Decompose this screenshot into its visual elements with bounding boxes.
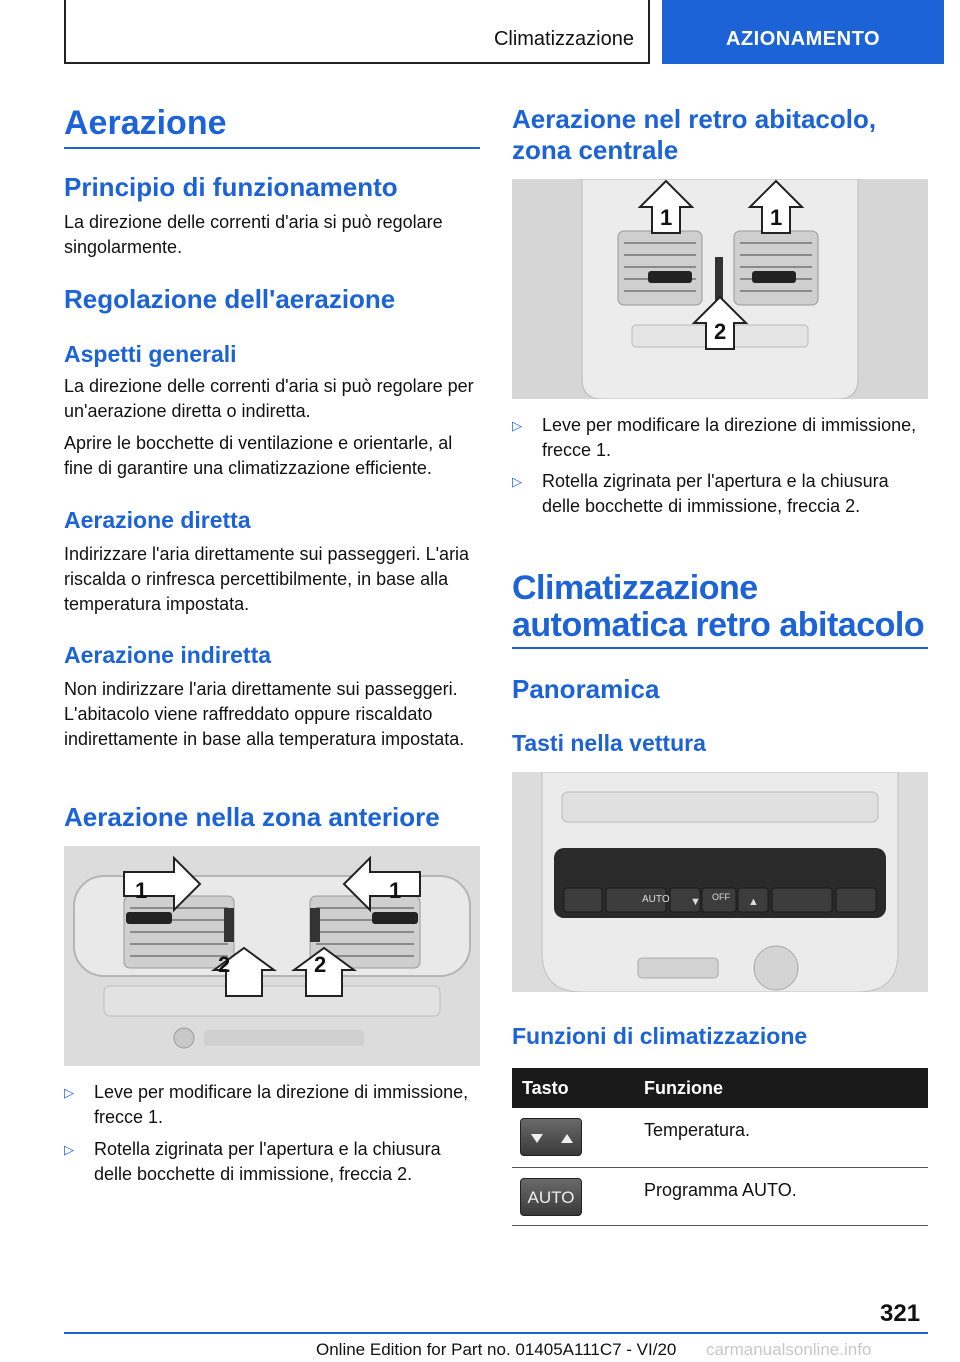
left-bullet-1: ▷ Leve per modificare la direzione di immissione, frecce 1. <box>64 1082 469 1127</box>
rear-vents-photo <box>512 179 928 399</box>
panel-auto-label: AUTO <box>642 894 670 905</box>
heading-indirect: Aerazione indiretta <box>64 642 272 668</box>
heading-rear-center: Aerazione nel retro abitacolo, zona centrale <box>512 104 877 165</box>
bullet-triangle-icon: ▷ <box>64 1142 74 1157</box>
left-bullet-2: ▷ Rotella zigrinata per l'apertura e la chiusura delle bocchette di immissione, freccia 2. <box>64 1139 441 1184</box>
heading-direct: Aerazione diretta <box>64 507 251 533</box>
heading-functions: Funzioni di climatizzazione <box>512 1023 808 1049</box>
para-indirect: Non indirizzare l'aria direttamente sui passeggeri. L'abitacolo viene raffreddato oppure riscaldato indirettamente in base alla temperatura impostata. <box>64 679 465 749</box>
title-auto-rule <box>512 647 928 649</box>
arrows-down-up-icon <box>521 1119 583 1157</box>
right-bullet-1: ▷ Leve per modificare la direzione di immissione, frecce 1. <box>512 415 917 460</box>
col-key-header: Tasto <box>522 1078 569 1098</box>
heading-general: Aspetti generali <box>64 341 237 367</box>
footer-rule <box>64 1332 928 1334</box>
bullet-triangle-icon: ▷ <box>512 474 522 489</box>
functions-table-header <box>512 1068 928 1108</box>
header-chapter-box <box>662 0 944 64</box>
function-temperature: Temperatura. <box>644 1120 751 1140</box>
para-general-2: Aprire le bocchette di ventilazione e orientarle, al fine di garantire una climatizzazione efficiente. <box>64 433 453 478</box>
footer-watermark: carmanualsonline.info <box>706 1340 872 1359</box>
para-general-1: La direzione delle correnti d'aria si può regolare per un'aerazione diretta o indiretta. <box>64 376 474 421</box>
heading-adjust: Regolazione dell'aerazione <box>64 284 396 314</box>
title-aerazione: Aerazione <box>64 104 227 142</box>
front-label-1b: 1 <box>389 878 402 903</box>
page-number: 321 <box>880 1300 921 1327</box>
auto-key-label: AUTO <box>527 1188 575 1207</box>
rear-label-2: 2 <box>714 319 727 344</box>
bullet-triangle-icon: ▷ <box>512 418 522 433</box>
table-row <box>512 1108 928 1168</box>
svg-text:▲: ▲ <box>748 896 759 908</box>
header-section-title: Climatizzazione <box>493 28 634 50</box>
svg-text:▼: ▼ <box>690 896 701 908</box>
front-label-1a: 1 <box>135 878 148 903</box>
auto-key <box>520 1178 582 1216</box>
rear-label-1a: 1 <box>660 205 673 230</box>
para-principle: La direzione delle correnti d'aria si può regolare singolarmente. <box>64 212 443 257</box>
control-panel-photo <box>512 772 928 992</box>
para-direct: Indirizzare l'aria direttamente sui passeggeri. L'aria riscalda o rinfresca percettibilmente, in base alla temperatura impostata. <box>64 544 470 614</box>
header-section-box <box>64 0 650 64</box>
front-vents-illustration <box>64 846 480 1066</box>
header-chapter-title: AZIONAMENTO <box>725 28 880 50</box>
bullet-triangle-icon: ▷ <box>64 1085 74 1100</box>
rear-label-1b: 1 <box>770 205 783 230</box>
heading-front: Aerazione nella zona anteriore <box>64 802 440 832</box>
front-label-2a: 2 <box>218 952 231 977</box>
col-function-header: Funzione <box>644 1078 723 1098</box>
temperature-key <box>520 1118 582 1156</box>
control-panel-illustration <box>512 772 928 992</box>
heading-principle: Principio di funzionamento <box>64 172 398 202</box>
title-auto-climate: Climatizzazione automatica retro abitacolo <box>512 569 925 644</box>
front-vents-photo <box>64 846 480 1066</box>
right-bullet-2: ▷ Rotella zigrinata per l'apertura e la chiusura delle bocchette di immissione, freccia 2. <box>512 471 889 516</box>
heading-overview: Panoramica <box>512 674 660 704</box>
front-label-2b: 2 <box>314 952 327 977</box>
heading-buttons: Tasti nella vettura <box>512 730 706 756</box>
table-row <box>512 1168 928 1226</box>
function-auto: Programma AUTO. <box>644 1180 797 1200</box>
title-rule <box>64 147 480 149</box>
panel-off-label: OFF <box>712 892 730 902</box>
rear-vents-illustration <box>512 179 928 399</box>
footer-edition: Online Edition for Part no. 01405A111C7 - VI/20 <box>316 1340 677 1359</box>
